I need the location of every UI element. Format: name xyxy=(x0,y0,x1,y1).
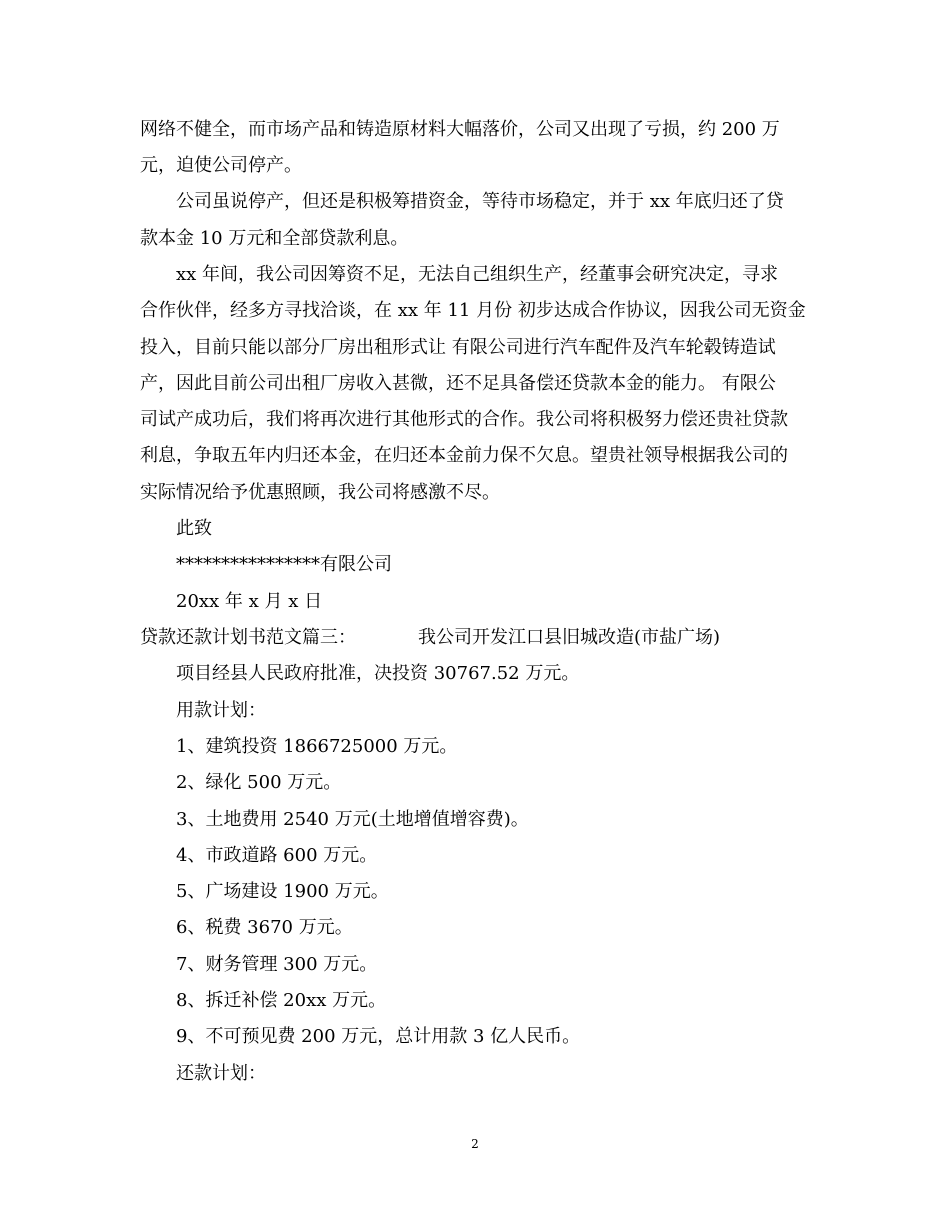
plan-item: 5、广场建设 1900 万元。 xyxy=(176,881,389,902)
paragraph-line: 司试产成功后，我们将再次进行其他形式的合作。我公司将积极努力偿还贵社贷款 xyxy=(140,409,788,430)
plan-item: 9、不可预见费 200 万元，总计用款 3 亿人民币。 xyxy=(176,1026,581,1047)
plan-item: 6、税费 3670 万元。 xyxy=(176,917,353,938)
paragraph-line: 元，迫使公司停产。 xyxy=(140,155,302,176)
paragraph-line: 公司虽说停产，但还是积极筹措资金，等待市场稳定，并于 xx 年底归还了贷 xyxy=(176,191,784,212)
plan-item: 1、建筑投资 1866725000 万元。 xyxy=(176,736,458,757)
paragraph-line: 合作伙伴，经多方寻找洽谈，在 xx 年 11 月份 初步达成合作协议，因我公司无资金 xyxy=(140,300,806,321)
section-title: 贷款还款计划书范文篇三： xyxy=(140,627,356,648)
project-line: 项目经县人民政府批准，决投资 30767.52 万元。 xyxy=(176,663,580,684)
page-number: 2 xyxy=(471,1137,479,1151)
plan-item: 4、市政道路 600 万元。 xyxy=(176,845,378,866)
plan-title: 用款计划： xyxy=(176,700,266,721)
plan-item: 7、财务管理 300 万元。 xyxy=(176,954,378,975)
paragraph-line: 投入，目前只能以部分厂房出租形式让 有限公司进行汽车配件及汽车轮毂铸造试 xyxy=(140,337,776,358)
plan-item: 2、绿化 500 万元。 xyxy=(176,772,342,793)
paragraph-line: 实际情况给予优惠照顾，我公司将感激不尽。 xyxy=(140,482,500,503)
closing-salutation: 此致 xyxy=(176,518,212,539)
section-subject: 我公司开发江口县旧城改造(市盐广场) xyxy=(418,627,721,648)
paragraph-line: xx 年间，我公司因筹资不足，无法自己组织生产，经董事会研究决定，寻求 xyxy=(176,264,779,285)
paragraph-line: 款本金 10 万元和全部贷款利息。 xyxy=(140,228,409,249)
plan-item: 8、拆迁补偿 20xx 万元。 xyxy=(176,990,387,1011)
section-heading xyxy=(140,626,720,650)
paragraph-line: 产，因此目前公司出租厂房收入甚微，还不足具备偿还贷款本金的能力。 有限公 xyxy=(140,373,776,394)
paragraph-line: 网络不健全，而市场产品和铸造原材料大幅落价，公司又出现了亏损，约 200 万 xyxy=(140,119,780,140)
repay-title: 还款计划： xyxy=(176,1063,266,1084)
plan-item: 3、土地费用 2540 万元(土地增值增容费)。 xyxy=(176,809,529,830)
letter-date: 20xx 年 x 月 x 日 xyxy=(176,591,323,612)
paragraph-line: 利息，争取五年内归还本金，在归还本金前力保不欠息。望贵社领导根据我公司的 xyxy=(140,445,788,466)
company-signature: ****************有限公司 xyxy=(176,554,392,575)
